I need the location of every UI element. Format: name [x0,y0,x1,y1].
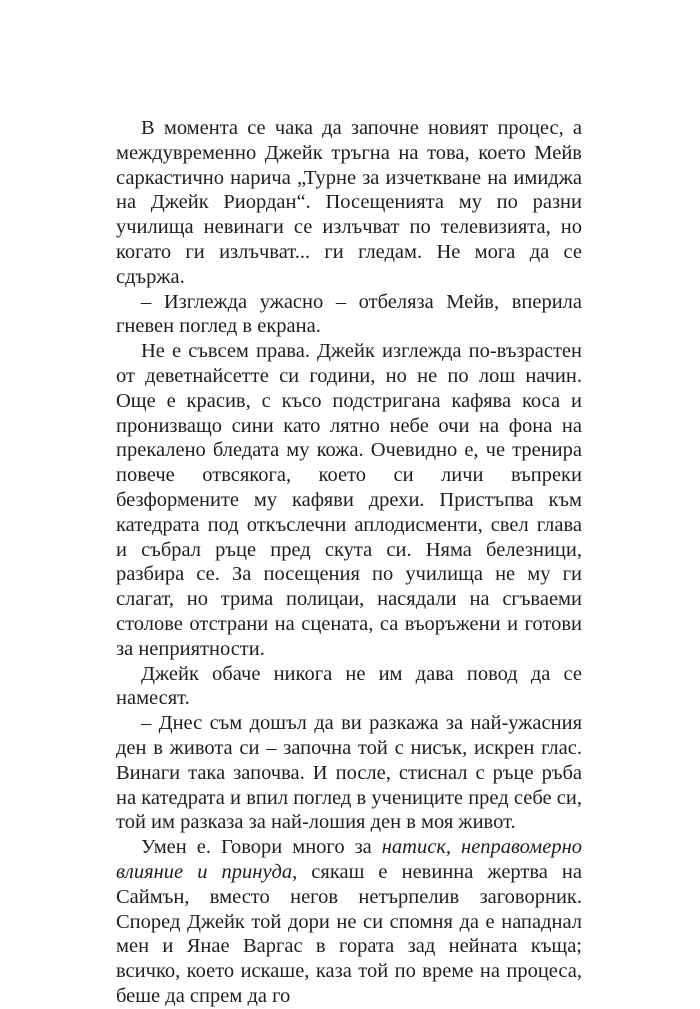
paragraph-6-text-before: Умен е. Говори много за [141,836,382,859]
paragraph-2-dialogue: – Изглежда ужасно – отбеляза Мейв, вперила гневен поглед в екрана. [116,290,582,338]
paragraph-5-dialogue: – Днес съм дошъл да ви разкажа за най-ужасния ден в живота си – започна той с нисък, искрен глас. Винаги така започва. И после, стиснал с ръце ръба на катедрата и впил поглед в учениците пред себе си, той им разказа за най-лошия ден в моя живот. [116,712,582,834]
paragraph-3: Не е съвсем права. Джейк изглежда по-възрастен от деветнайсетте си години, но не по лош начин. Още е красив, с късо подстригана кафява коса и пронизващо сини като лятно небе очи на фона на прекалено бледата му кожа. Очевидно е, че тренира повече отвсякога, което си личи въпреки безформените му кафяви дрехи. Пристъпва към катедрата под откъслечни аплодисменти, свел глава и събрал ръце пред скута си. Няма белезници, разбира се. За посещения по училища не му ги слагат, но трима полицаи, насядали на сгъваеми столове отстрани на сцената, са въоръжени и готови за неприятности. [116,340,582,660]
paragraph-1: В момента се чака да започне новият процес, а междувременно Джейк тръгна на това, което Мейв саркастично нарича „Турне за изчеткване на имиджа на Джейк Риордан“. Посещенията му по разни училища невинаги се излъчват по телевизията, но когато ги излъчват... ги гледам. Не мога да се сдържа. [116,117,582,288]
paragraph-6 [116,835,582,1009]
paragraph-4: Джейк обаче никога не им дава повод да се намесят. [116,662,582,710]
book-page [116,116,582,1009]
paragraph-6-italic-phrase: натиск, неправомерно влияние и принуда [116,836,582,883]
paragraph-6-text-after: , сякаш е невинна жертва на Саймън, вместо негов нетърпелив заговорник. Според Джейк той дори не си спомня да е нападнал мен и Янае Варгас в гората зад нейната къща; всичко, което искаше, каза той по време на процеса, беше да спрем да го [116,860,582,1007]
